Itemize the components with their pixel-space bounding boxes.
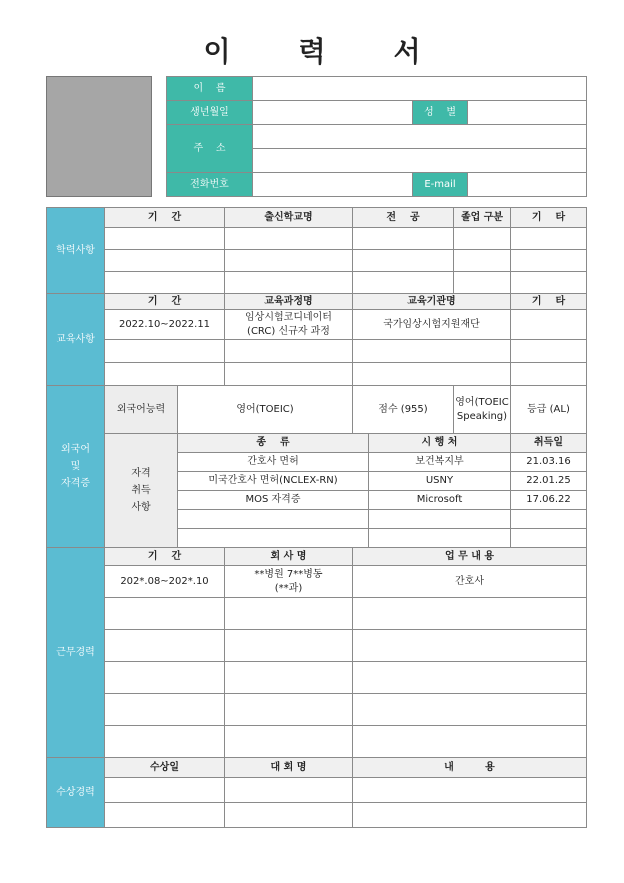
education-cell[interactable] — [454, 228, 511, 250]
phone-field[interactable] — [253, 173, 413, 197]
name-field[interactable] — [253, 77, 587, 101]
training-header-period: 기 간 — [105, 294, 225, 310]
training-institution[interactable]: 국가임상시험지원재단 — [353, 310, 511, 340]
education-cell[interactable] — [105, 250, 225, 272]
cert-cell[interactable] — [369, 529, 511, 548]
career-company[interactable]: **병원 7**병동 (**과) — [225, 566, 353, 598]
education-header-major: 전 공 — [353, 208, 454, 228]
career-cell[interactable] — [225, 726, 353, 758]
career-cell[interactable] — [353, 630, 587, 662]
awards-cell[interactable] — [105, 778, 225, 803]
name-label: 이 름 — [167, 77, 253, 101]
awards-cell[interactable] — [225, 778, 353, 803]
cert-name[interactable]: 간호사 면허 — [178, 453, 369, 472]
education-header-school: 출신학교명 — [225, 208, 353, 228]
awards-section-label: 수상경력 — [47, 758, 105, 828]
training-cell[interactable] — [353, 340, 511, 363]
cert-date[interactable]: 17.06.22 — [511, 491, 587, 510]
gender-label: 성 별 — [413, 101, 468, 125]
awards-cell[interactable] — [225, 803, 353, 828]
training-etc[interactable] — [511, 310, 587, 340]
training-period[interactable]: 2022.10~2022.11 — [105, 310, 225, 340]
languages-section-label: 외국어 및 자격증 — [47, 386, 105, 548]
address-field-1[interactable] — [253, 125, 587, 149]
table-row — [47, 250, 587, 272]
career-duty[interactable]: 간호사 — [353, 566, 587, 598]
address-field-2[interactable] — [253, 149, 587, 173]
career-header-company: 회 사 명 — [225, 548, 353, 566]
page-title — [0, 30, 624, 70]
career-cell[interactable] — [105, 726, 225, 758]
cert-cell[interactable] — [511, 529, 587, 548]
birth-field[interactable] — [253, 101, 413, 125]
education-cell[interactable] — [105, 228, 225, 250]
table-row — [47, 778, 587, 803]
education-cell[interactable] — [511, 272, 587, 294]
cert-cell[interactable] — [178, 529, 369, 548]
title-char: 서 — [393, 35, 421, 68]
education-cell[interactable] — [353, 272, 454, 294]
training-header-etc: 기 타 — [511, 294, 587, 310]
education-cell[interactable] — [225, 272, 353, 294]
cert-cell[interactable] — [511, 510, 587, 529]
email-field[interactable] — [468, 173, 587, 197]
awards-cell[interactable] — [105, 803, 225, 828]
table-row — [47, 272, 587, 294]
career-cell[interactable] — [105, 630, 225, 662]
table-row — [47, 803, 587, 828]
education-cell[interactable] — [454, 250, 511, 272]
table-row — [47, 726, 587, 758]
education-section-label: 학력사항 — [47, 208, 105, 294]
education-cell[interactable] — [511, 250, 587, 272]
title-char: 력 — [298, 35, 326, 68]
table-row — [47, 340, 587, 363]
training-cell[interactable] — [225, 363, 353, 386]
cert-name[interactable]: 미국간호사 면허(NCLEX-RN) — [178, 472, 369, 491]
training-cell[interactable] — [105, 363, 225, 386]
training-cell[interactable] — [511, 340, 587, 363]
career-section-label: 근무경력 — [47, 548, 105, 758]
training-header-course: 교육과정명 — [225, 294, 353, 310]
education-cell[interactable] — [511, 228, 587, 250]
awards-cell[interactable] — [353, 778, 587, 803]
education-cell[interactable] — [353, 250, 454, 272]
career-cell[interactable] — [353, 726, 587, 758]
gender-field[interactable] — [468, 101, 587, 125]
training-cell[interactable] — [353, 363, 511, 386]
career-period[interactable]: 202*.08~202*.10 — [105, 566, 225, 598]
cert-date[interactable]: 21.03.16 — [511, 453, 587, 472]
career-cell[interactable] — [225, 598, 353, 630]
education-header-graduation: 졸업 구분 — [454, 208, 511, 228]
language-test[interactable]: 영어(TOEIC) — [178, 386, 353, 434]
education-header-period: 기 간 — [105, 208, 225, 228]
language-test-2[interactable]: 영어(TOEIC Speaking) — [454, 386, 511, 434]
education-header-etc: 기 타 — [511, 208, 587, 228]
table-row — [47, 694, 587, 726]
career-cell[interactable] — [353, 662, 587, 694]
table-row — [47, 598, 587, 630]
career-cell[interactable] — [353, 598, 587, 630]
cert-cell[interactable] — [369, 510, 511, 529]
awards-header-date: 수상일 — [105, 758, 225, 778]
cert-date[interactable]: 22.01.25 — [511, 472, 587, 491]
cert-cell[interactable] — [178, 510, 369, 529]
cert-issuer[interactable]: 보건복지부 — [369, 453, 511, 472]
table-row — [47, 566, 587, 598]
career-cell[interactable] — [105, 662, 225, 694]
career-cell[interactable] — [105, 598, 225, 630]
table-row — [47, 662, 587, 694]
career-header-duty: 업 무 내 용 — [353, 548, 587, 566]
personal-info-table — [166, 76, 587, 197]
training-cell[interactable] — [511, 363, 587, 386]
education-cell[interactable] — [353, 228, 454, 250]
cert-issuer[interactable]: Microsoft — [369, 491, 511, 510]
photo-placeholder[interactable] — [46, 76, 152, 197]
cert-header-type: 종 류 — [178, 434, 369, 453]
cert-issuer[interactable]: USNY — [369, 472, 511, 491]
education-cell[interactable] — [105, 272, 225, 294]
email-label: E-mail — [413, 173, 468, 197]
resume-main-table — [46, 207, 587, 828]
training-course[interactable]: 임상시험코디네이터 (CRC) 신규자 과정 — [225, 310, 353, 340]
training-cell[interactable] — [225, 340, 353, 363]
table-row — [47, 228, 587, 250]
career-cell[interactable] — [105, 694, 225, 726]
training-cell[interactable] — [105, 340, 225, 363]
career-cell[interactable] — [225, 630, 353, 662]
title-char: 이 — [203, 35, 231, 68]
training-header-institution: 교육기관명 — [353, 294, 511, 310]
birth-label: 생년월일 — [167, 101, 253, 125]
language-ability-label: 외국어능력 — [105, 386, 178, 434]
education-cell[interactable] — [225, 228, 353, 250]
certification-label: 자격 취득 사항 — [105, 434, 178, 548]
cert-header-issuer: 시 행 처 — [369, 434, 511, 453]
career-cell[interactable] — [225, 694, 353, 726]
cert-header-date: 취득일 — [511, 434, 587, 453]
table-row — [47, 363, 587, 386]
address-label: 주 소 — [167, 125, 253, 173]
language-score[interactable]: 점수 (955) — [353, 386, 454, 434]
awards-cell[interactable] — [353, 803, 587, 828]
awards-header-content: 내 용 — [353, 758, 587, 778]
education-cell[interactable] — [225, 250, 353, 272]
awards-header-contest: 대 회 명 — [225, 758, 353, 778]
table-row — [47, 310, 587, 340]
table-row — [47, 630, 587, 662]
cert-name[interactable]: MOS 자격증 — [178, 491, 369, 510]
career-header-period: 기 간 — [105, 548, 225, 566]
language-grade[interactable]: 등급 (AL) — [511, 386, 587, 434]
education-cell[interactable] — [454, 272, 511, 294]
training-section-label: 교육사항 — [47, 294, 105, 386]
phone-label: 전화번호 — [167, 173, 253, 197]
career-cell[interactable] — [225, 662, 353, 694]
career-cell[interactable] — [353, 694, 587, 726]
